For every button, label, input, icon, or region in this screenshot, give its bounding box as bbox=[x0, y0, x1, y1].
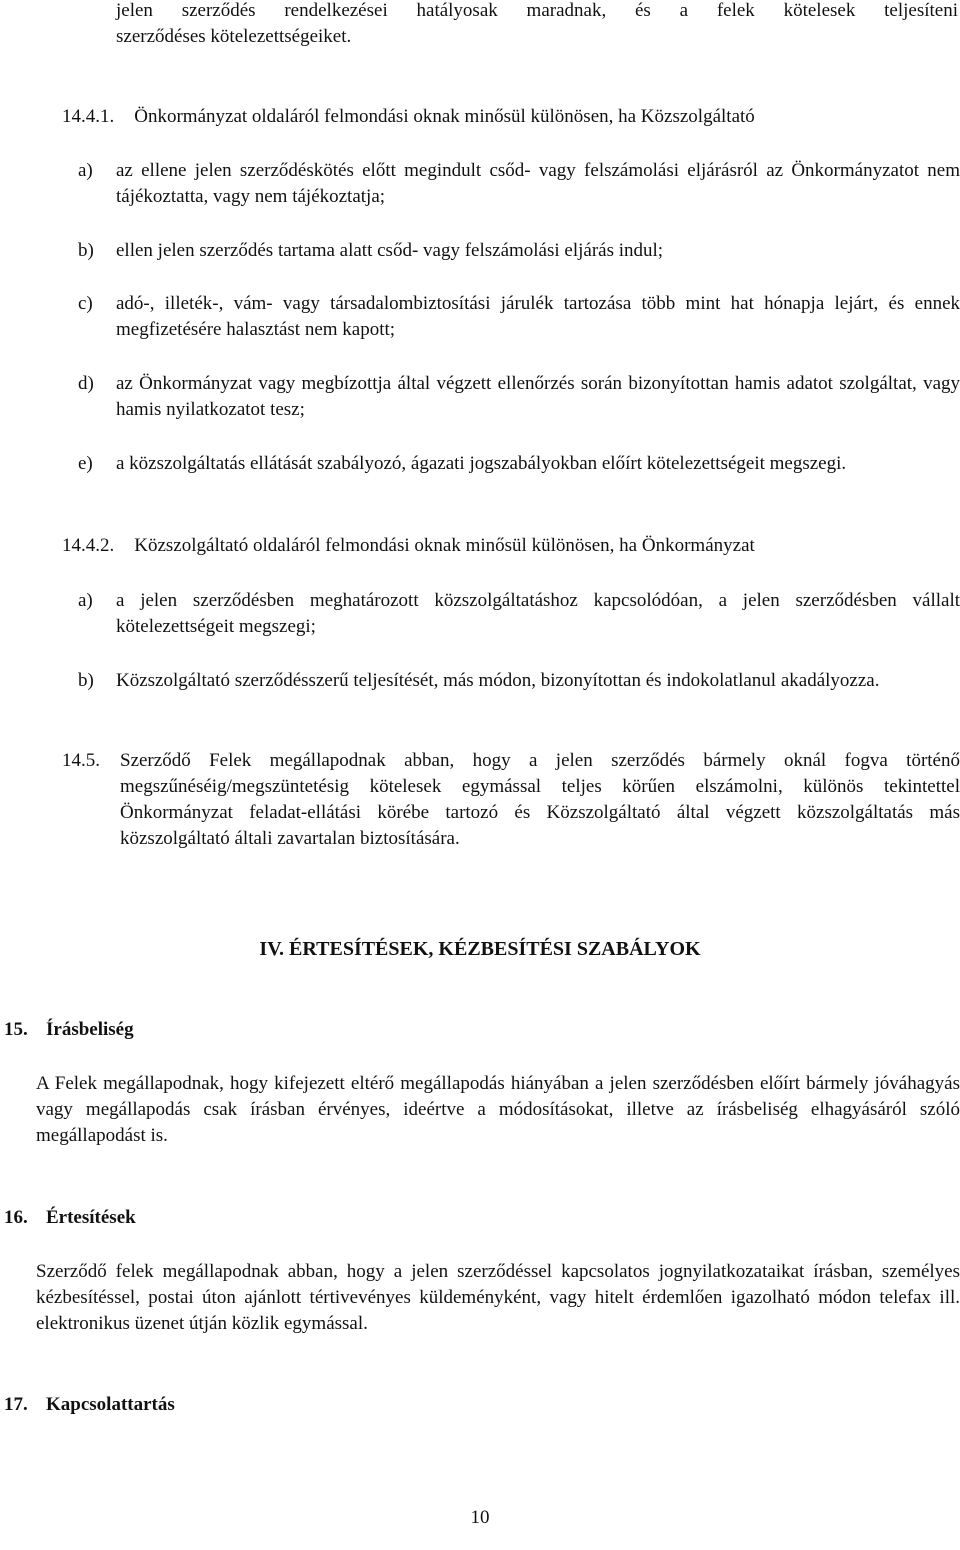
section-number: 17. bbox=[4, 1394, 28, 1415]
section-16-text: Szerződő felek megállapodnak abban, hogy a jelen szerződéssel kapcsolatos jognyilatkozataikat írásban, személyes kézbesítéssel, postai úton ajánlott tértivevényes küldeményként, vagy hitelt érdemlően igazolható módon telefax ill. elektronikus üzenet útján közlik egymással. bbox=[36, 1261, 960, 1334]
clause-14-4-2-heading bbox=[62, 533, 960, 559]
section-17-heading bbox=[4, 1392, 175, 1418]
continuation-line-1: jelen szerződés rendelkezései hatályosak maradnak, és a felek kötelesek teljesíteni bbox=[116, 0, 958, 21]
section-15-text: A Felek megállapodnak, hogy kifejezett eltérő megállapodás hiányában a jelen szerződésben előírt bármely jóváhagyás vagy megállapodás csak írásban érvényes, ideértve a módosításokat, illetve az írásbeliség elhagyásáról szóló megállapodást is. bbox=[36, 1073, 960, 1146]
item-label: e) bbox=[78, 453, 93, 474]
item-text: ellen jelen szerződés tartama alatt csőd- vagy felszámolási eljárás indul; bbox=[116, 240, 664, 261]
item-label: b) bbox=[78, 670, 94, 691]
section-title: Kapcsolattartás bbox=[46, 1394, 175, 1415]
page-number: 10 bbox=[470, 1507, 490, 1528]
item-label: d) bbox=[78, 373, 94, 394]
clause-title: Önkormányzat oldaláról felmondási oknak minősül különösen, ha Közszolgáltató bbox=[134, 106, 755, 127]
clause-text: Szerződő Felek megállapodnak abban, hogy a jelen szerződés bármely oknál fogva történő megszűnéséig/megszüntetésig kötelesek egymással teljes körűen elszámolni, különös tekintettel Önkormányzat feladat-ellátási körébe tartozó és Közszolgáltató által végzett közszolgáltatás más közszolgáltató általi zavartalan biztosítására. bbox=[120, 750, 960, 849]
chapter-heading: IV. ÉRTESÍTÉSEK, KÉZBESÍTÉSI SZABÁLYOK bbox=[259, 938, 701, 960]
section-title: Értesítések bbox=[46, 1207, 136, 1228]
section-title: Írásbeliség bbox=[46, 1019, 134, 1040]
continuation-line-2: szerződéses kötelezettségeiket. bbox=[116, 26, 352, 47]
item-text: a közszolgáltatás ellátását szabályozó, ágazati jogszabályokban előírt kötelezettségeit megszegi. bbox=[116, 453, 847, 474]
item-text: az Önkormányzat vagy megbízottja által végzett ellenőrzés során bizonyítottan hamis adatot szolgáltat, vagy hamis nyilatkozatot tesz; bbox=[116, 373, 960, 420]
clause-number: 14.4.2. bbox=[62, 535, 115, 556]
item-label: a) bbox=[78, 590, 93, 611]
item-label: b) bbox=[78, 240, 94, 261]
item-label: a) bbox=[78, 160, 93, 181]
clause-title: Közszolgáltató oldaláról felmondási oknak minősül különösen, ha Önkormányzat bbox=[134, 535, 755, 556]
section-15-heading bbox=[4, 1017, 134, 1043]
clause-14-4-1-heading bbox=[62, 104, 960, 130]
item-text: Közszolgáltató szerződésszerű teljesítését, más módon, bizonyítottan és indokolatlanul akadályozza. bbox=[116, 670, 880, 691]
item-text: adó-, illeték-, vám- vagy társadalombiztosítási járulék tartozása több mint hat hónapja lejárt, és ennek megfizetésére halasztást nem kapott; bbox=[116, 293, 960, 340]
section-number: 15. bbox=[4, 1019, 28, 1040]
item-text: az ellene jelen szerződéskötés előtt megindult csőd- vagy felszámolási eljárásról az Önkormányzatot nem tájékoztatta, vagy nem tájékoztatja; bbox=[116, 160, 960, 207]
section-16-heading bbox=[4, 1205, 136, 1231]
clause-number: 14.4.1. bbox=[62, 106, 115, 127]
section-number: 16. bbox=[4, 1207, 28, 1228]
item-text: a jelen szerződésben meghatározott közszolgáltatáshoz kapcsolódóan, a jelen szerződésben vállalt kötelezettségeit megszegi; bbox=[116, 590, 960, 637]
clause-number: 14.5. bbox=[62, 750, 100, 771]
item-label: c) bbox=[78, 293, 93, 314]
